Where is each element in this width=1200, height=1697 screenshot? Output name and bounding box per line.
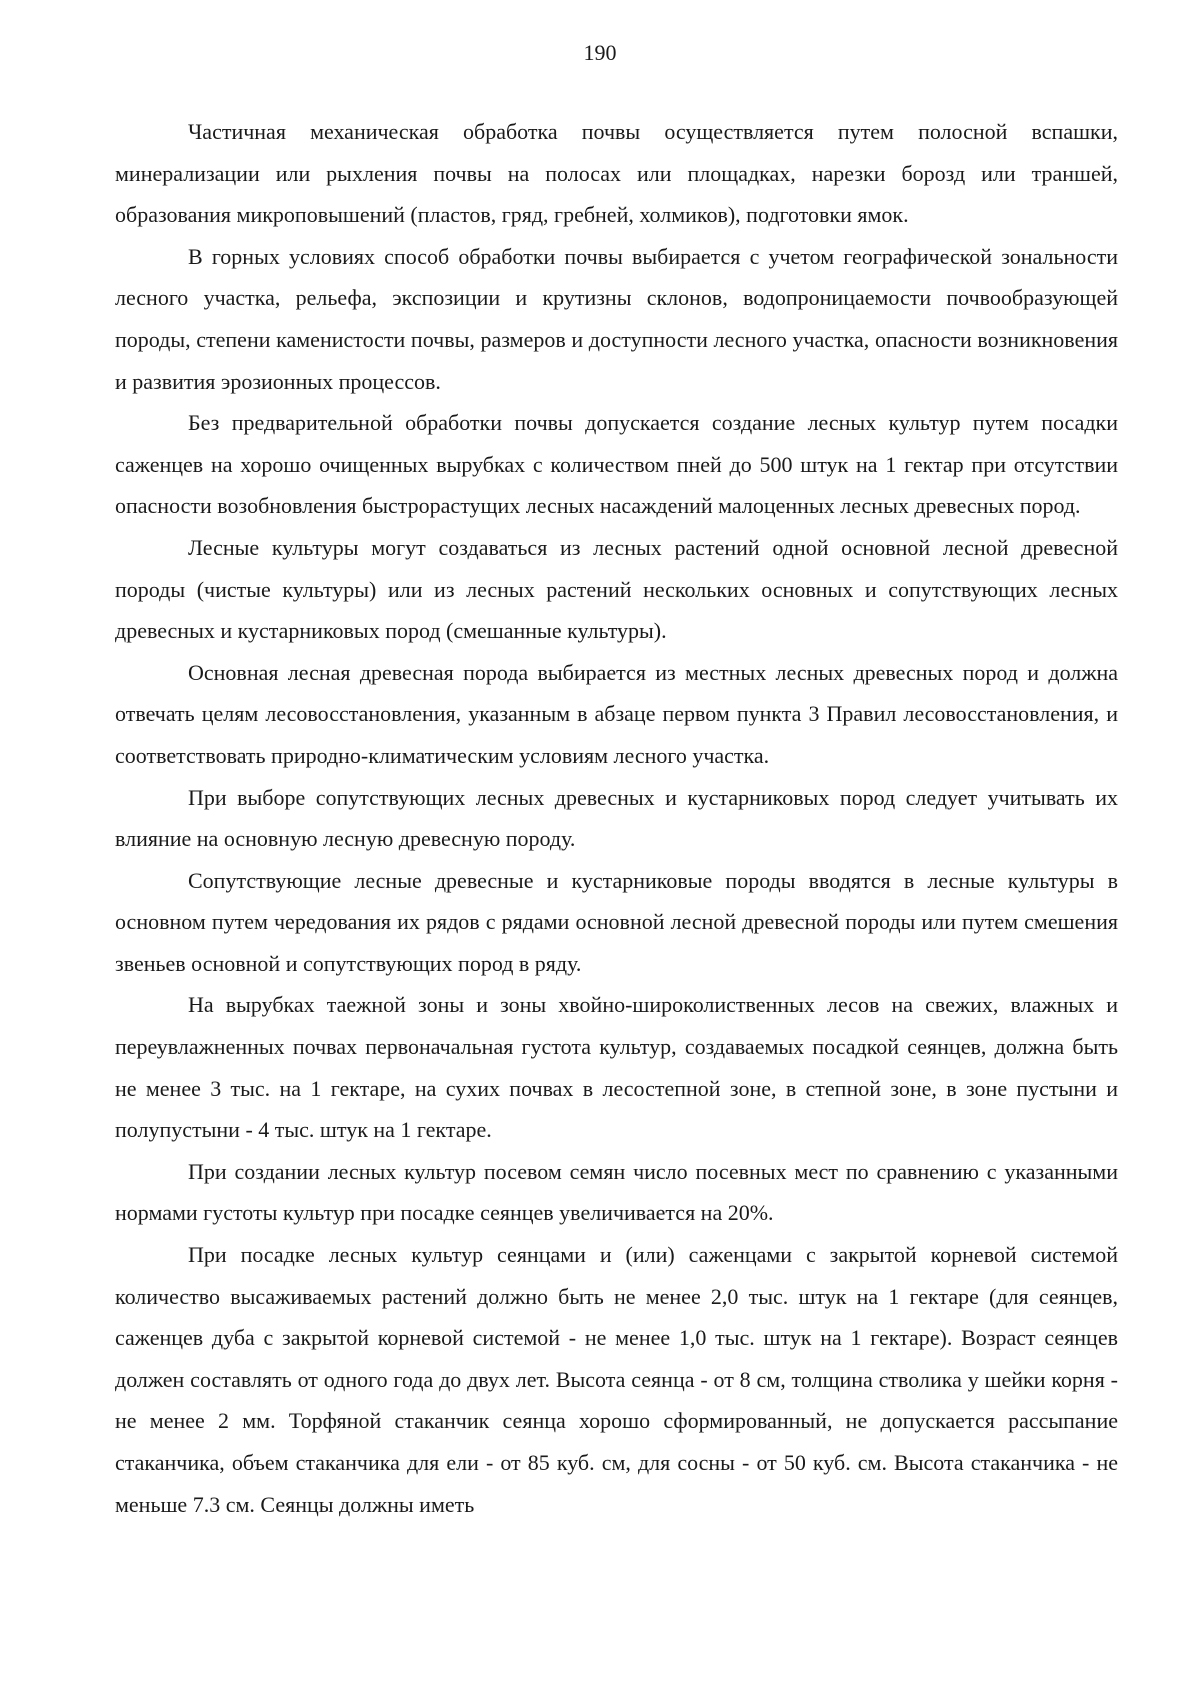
paragraph: Без предварительной обработки почвы допускается создание лесных культур путем посадки саженцев на хорошо очищенных вырубках с количеством пней до 500 штук на 1 гектар при отсутствии опасности возобновления быстрорастущих лесных насаждений малоценных лесных древесных пород. [115, 410, 1118, 519]
page-number: 190 [583, 40, 617, 65]
paragraph: На вырубках таежной зоны и зоны хвойно-широколиственных лесов на свежих, влажных и переувлажненных почвах первоначальная густота культур, создаваемых посадкой сеянцев, должна быть не менее 3 тыс. на 1 гектаре, на сухих почвах в лесостепной зоне, в степной зоне, в зоне пустыни и полупустыни - 4 тыс. штук на 1 гектаре. [115, 992, 1118, 1143]
paragraph: При создании лесных культур посевом семян число посевных мест по сравнению с указанными нормами густоты культур при посадке сеянцев увеличивается на 20%. [115, 1158, 1118, 1226]
paragraph: Сопутствующие лесные древесные и кустарниковые породы вводятся в лесные культуры в основном путем чередования их рядов с рядами основной лесной древесной породы или путем смешения звеньев основной и сопутствующих пород в ряду. [115, 867, 1118, 976]
paragraph: Частичная механическая обработка почвы осуществляется путем полосной вспашки, минерализации или рыхления почвы на полосах или площадках, нарезки борозд или траншей, образования микроповышений (пластов, гряд, гребней, холмиков), подготовки ямок. [115, 119, 1118, 228]
paragraph: Лесные культуры могут создаваться из лесных растений одной основной лесной древесной породы (чистые культуры) или из лесных растений нескольких основных и сопутствующих лесных древесных и кустарниковых пород (смешанные культуры). [115, 534, 1118, 644]
paragraph: При посадке лесных культур сеянцами и (или) саженцами с закрытой корневой системой количество высаживаемых растений должно быть не менее 2,0 тыс. штук на 1 гектаре (для сеянцев, саженцев дуба с закрытой корневой системой - не менее 1,0 тыс. штук на 1 гектаре). Возраст сеянцев должен составлять от одного года до двух лет. Высота сеянца - от 8 см, толщина стволика у шейки корня - не менее 2 мм. Торфяной стаканчик сеянца хорошо сформированный, не допускается рассыпание стаканчика, объем стаканчика для ели - от 85 куб. см, для сосны - от 50 куб. см. Высота стаканчика - не меньше 7.3 см. Сеянцы должны иметь [115, 1242, 1118, 1517]
paragraph: При выборе сопутствующих лесных древесных и кустарниковых пород следует учитывать их влияние на основную лесную древесную породу. [115, 784, 1118, 852]
document-body [115, 111, 1118, 1525]
paragraph: Основная лесная древесная порода выбирается из местных лесных древесных пород и должна отвечать целям лесовосстановления, указанным в абзаце первом пункта 3 Правил лесовосстановления, и соответствовать природно-климатическим условиям лесного участка. [115, 659, 1118, 768]
paragraph: В горных условиях способ обработки почвы выбирается с учетом географической зональности лесного участка, рельефа, экспозиции и крутизны склонов, водопроницаемости почвообразующей породы, степени каменистости почвы, размеров и доступности лесного участка, опасности возникновения и развития эрозионных процессов. [115, 243, 1118, 394]
